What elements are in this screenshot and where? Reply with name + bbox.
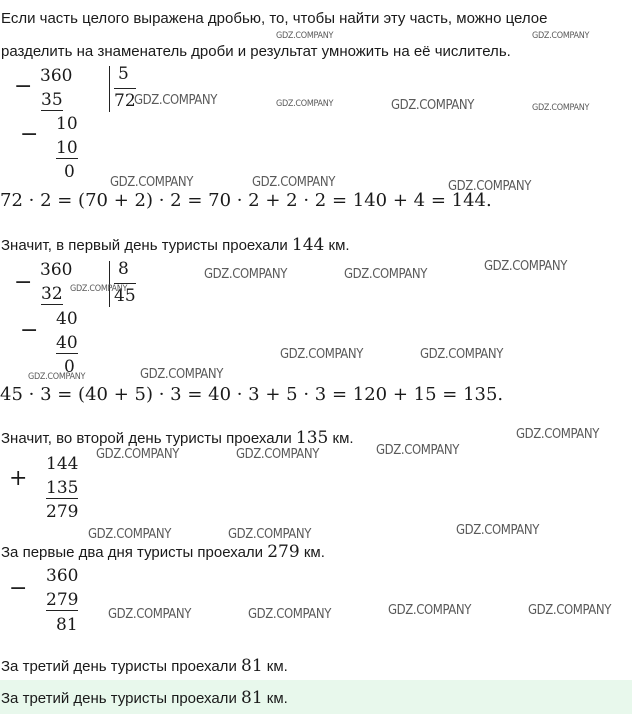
watermark: GDZ.COMPANY [516,427,599,442]
rule-line-1: Если часть целого выражена дробью, то, чтобы найти эту часть, можно целое [1,10,548,27]
equation-1: 72 · 2 = (70 + 2) · 2 = 70 · 2 + 2 · 2 = 140 + 4 = 144. [0,190,492,211]
text: За первые два дня туристы проехали [1,544,268,561]
plus-sign: + [9,466,28,491]
difference: 81 [56,615,78,635]
watermark: GDZ.COMPANY [280,347,363,362]
dividend: 360 [40,66,73,86]
final-remainder: 0 [64,357,75,377]
subtrahend: 35 [41,90,63,110]
watermark: GDZ.COMPANY [204,267,287,282]
result-day-2 [1,428,354,448]
value: 279 [267,542,300,562]
addend-1: 144 [46,454,79,474]
dividend: 360 [40,260,73,280]
watermark: GDZ.COMPANY [108,607,191,622]
sum: 279 [46,502,79,522]
watermark: GDZ.COMPANY [70,284,128,294]
minus-sign: − [20,122,39,147]
watermark: GDZ.COMPANY [344,267,427,282]
division-bar [109,66,110,112]
text: Значит, в первый день туристы проехали [1,237,292,254]
subtrahend: 279 [46,590,79,610]
remainder: 40 [56,309,78,329]
result-day-3 [1,656,288,676]
watermark: GDZ.COMPANY [88,527,171,542]
watermark: GDZ.COMPANY [528,603,611,618]
minus-sign: − [20,318,39,343]
value: 81 [241,688,263,708]
text: Значит, во второй день туристы проехали [1,430,296,447]
watermark: GDZ.COMPANY [228,527,311,542]
watermark: GDZ.COMPANY [140,367,223,382]
value: 144 [291,235,325,255]
watermark: GDZ.COMPANY [484,259,567,274]
watermark: GDZ.COMPANY [532,31,590,41]
unit: км. [328,430,354,447]
quotient: 45 [114,286,136,306]
watermark: GDZ.COMPANY [134,93,217,108]
equation-2: 45 · 3 = (40 + 5) · 3 = 40 · 3 + 5 · 3 = 120 + 15 = 135. [0,384,504,405]
watermark: GDZ.COMPANY [532,103,590,113]
result-two-days [1,542,325,562]
unit: км. [262,690,288,707]
text: За третий день туристы проехали [1,658,241,675]
watermark: GDZ.COMPANY [110,175,193,190]
final-remainder: 0 [64,162,75,182]
minus-sign: − [9,576,28,601]
remainder: 10 [56,114,78,134]
value: 135 [295,428,329,448]
watermark: GDZ.COMPANY [96,447,179,462]
minus-sign: − [14,270,33,295]
unit: км. [299,544,325,561]
subtrahend: 10 [56,138,78,158]
divisor: 5 [118,64,129,84]
rule-line-2: разделить на знаменатель дроби и результат умножить на её числитель. [1,43,511,60]
watermark: GDZ.COMPANY [252,175,335,190]
divisor: 8 [118,259,129,279]
watermark: GDZ.COMPANY [376,443,459,458]
watermark: GDZ.COMPANY [276,99,334,109]
watermark: GDZ.COMPANY [236,447,319,462]
watermark: GDZ.COMPANY [456,523,539,538]
watermark: GDZ.COMPANY [391,98,474,113]
subtrahend: 40 [56,333,78,353]
unit: км. [262,658,288,675]
subtrahend: 32 [41,284,63,304]
watermark: GDZ.COMPANY [388,603,471,618]
minus-sign: − [14,74,33,99]
unit: км. [324,237,350,254]
watermark: GDZ.COMPANY [448,179,531,194]
result-day-1 [1,235,350,255]
answer-text [1,688,288,708]
watermark: GDZ.COMPANY [248,607,331,622]
minuend: 360 [46,566,79,586]
divisor-line [114,88,136,89]
quotient: 72 [114,91,136,111]
text: За третий день туристы проехали [1,690,241,707]
watermark: GDZ.COMPANY [420,347,503,362]
watermark: GDZ.COMPANY [276,31,334,41]
watermark: GDZ.COMPANY [28,372,86,382]
addend-2: 135 [46,478,79,498]
value: 81 [241,656,263,676]
